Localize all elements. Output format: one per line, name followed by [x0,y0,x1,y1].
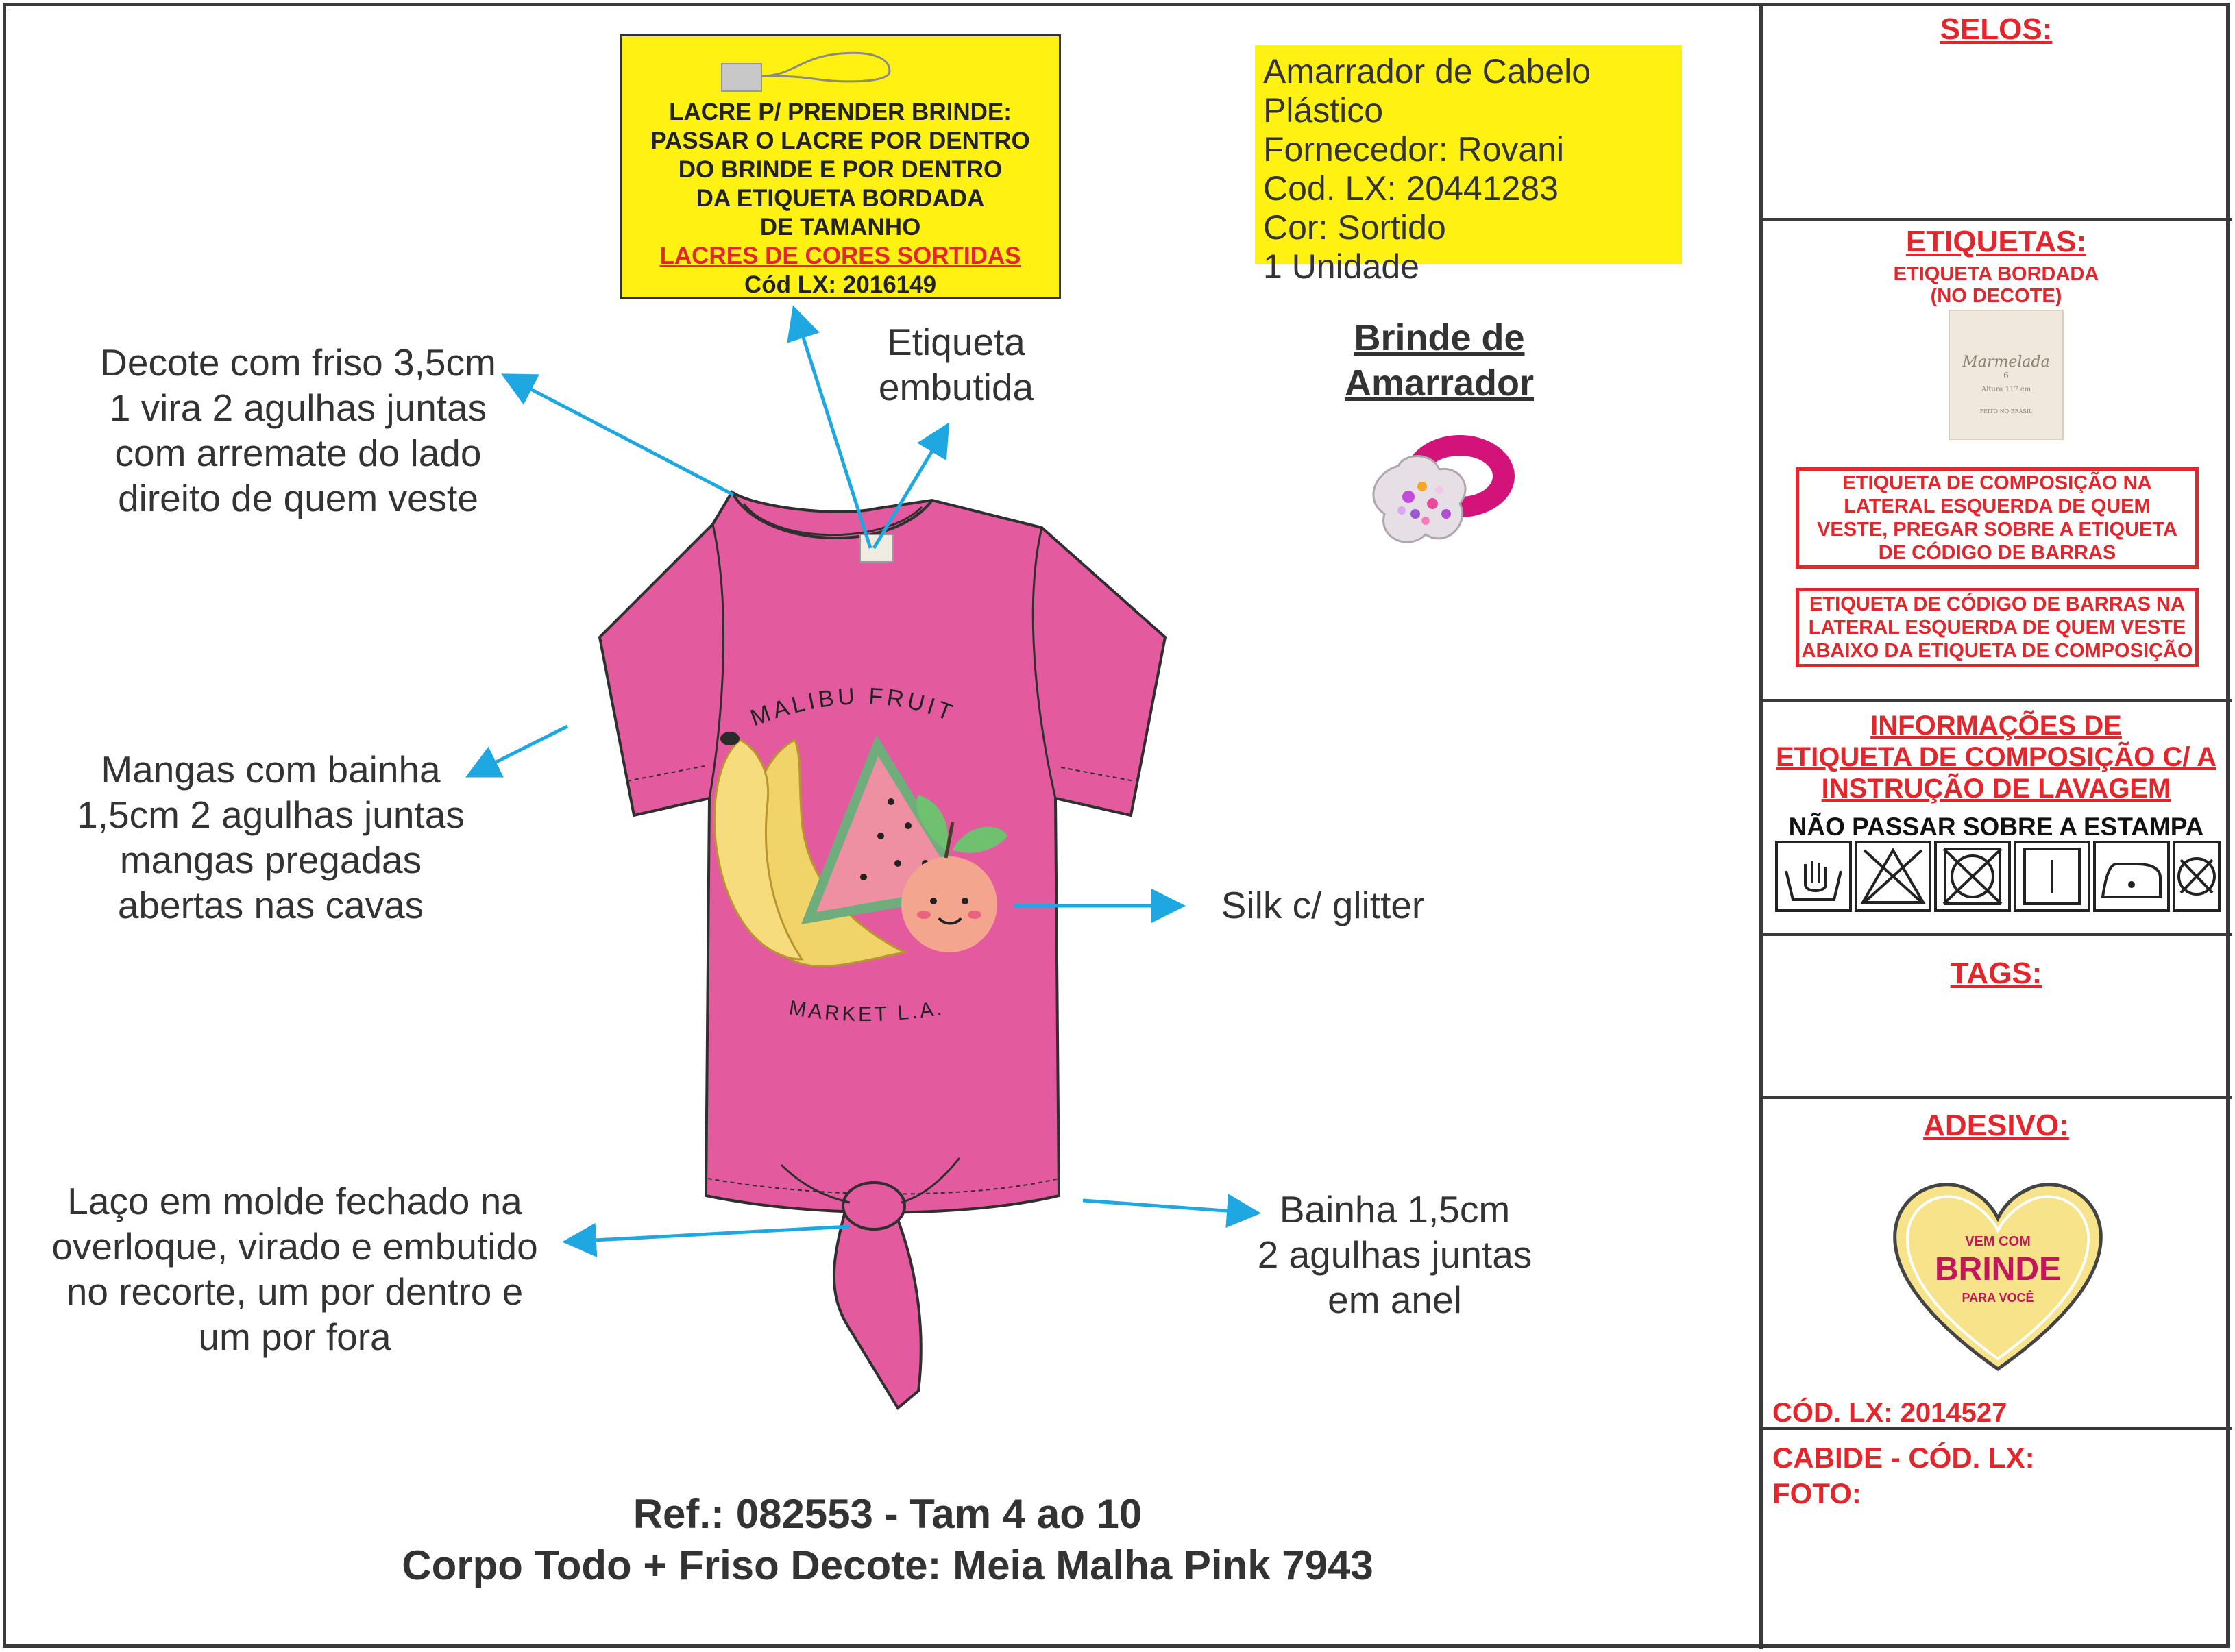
info-title [1763,710,2230,804]
print-bottom-text: MARKET L.A. [787,996,946,1026]
embroidered-label-image [1949,310,2064,440]
lacre-line: PASSAR O LACRE POR DENTRO [650,127,1030,154]
etiqueta-bordada-caption [1763,263,2230,307]
arrow-bainha [1083,1200,1254,1213]
brinde-title-line: Brinde de [1354,317,1525,358]
line-dry-icon [2014,841,2090,912]
note-line: em anel [1328,1279,1462,1321]
box-line: VESTE, PREGAR SOBRE A ETIQUETA [1817,519,2177,541]
note-decote [62,340,535,521]
codigo-barras-note-box [1796,588,2199,667]
sidebar-divider [1759,218,2232,221]
heart-line-3: PARA VOCÊ [1962,1291,2034,1305]
reference-line: Ref.: 082553 - Tam 4 ao 10 [633,1491,1143,1537]
amarrador-line: Amarrador de Cabelo Plástico [1263,52,1591,130]
label-size: 6 [2003,371,2009,380]
iron-low-icon [2093,841,2170,912]
note-line: mangas pregadas [119,839,422,881]
label-brand: Marmelada [1962,354,2050,371]
adesivo-title: ADESIVO: [1923,1109,2069,1142]
tags-title: TAGS: [1950,957,2042,990]
lacre-line: DE TAMANHO [759,214,921,241]
print-top-text: MALIBU FRUIT [746,683,960,732]
box-line: LATERAL ESQUERDA DE QUEM VESTE [1808,617,2186,639]
etiquetas-title: ETIQUETAS: [1905,225,2087,258]
sidebar-divider [1759,933,2232,936]
lacre-line: LACRE P/ PRENDER BRINDE: [669,99,1012,125]
info-title-line: INSTRUÇÃO DE LAVAGEM [1821,774,2171,804]
sidebar-divider [1759,699,2232,702]
selos-title: SELOS: [1940,12,2053,46]
no-tumble-dry-icon [1934,841,2011,912]
note-line: overloque, virado e embutido [51,1225,538,1268]
box-line: DE CÓDIGO DE BARRAS [1878,542,2116,564]
info-title-line: ETIQUETA DE COMPOSIÇÃO C/ A [1776,742,2216,772]
note-line: Bainha 1,5cm [1279,1188,1511,1231]
fabric-line: Corpo Todo + Friso Decote: Meia Malha Pink 7943 [402,1542,1373,1588]
box-line: ABAIXO DA ETIQUETA DE COMPOSIÇÃO [1801,640,2193,662]
caption-line: (NO DECOTE) [1930,285,2062,307]
box-line: ETIQUETA DE COMPOSIÇÃO NA [1842,472,2152,494]
note-laco [27,1179,562,1359]
note-line: Decote com friso 3,5cm [100,341,496,384]
arrow-etiqueta [874,428,946,548]
box-line: LATERAL ESQUERDA DE QUEM [1844,495,2151,517]
foto-text: FOTO: [1772,1477,1861,1509]
lacre-code: Cód LX: 2016149 [744,271,937,298]
arrow-decote [507,377,733,495]
note-line: no recorte, um por dentro e [66,1270,524,1313]
label-country: FEITO NO BRASIL [1979,408,2033,415]
note-line: um por fora [198,1316,391,1358]
amarrador-line: Cor: Sortido [1263,208,1446,247]
box-line: ETIQUETA DE CÓDIGO DE BARRAS NA [1809,593,2185,615]
amarrador-line: 1 Unidade [1263,247,1419,286]
note-line: Etiqueta [887,321,1025,363]
note-line: 1 vira 2 agulhas juntas [109,386,487,429]
note-line: 2 agulhas juntas [1257,1233,1532,1276]
hand-wash-icon [1775,841,1852,912]
lacre-line: DO BRINDE E POR DENTRO [678,156,1003,183]
sidebar-divider [1759,1096,2232,1099]
note-bainha [1234,1187,1556,1322]
note-line: Mangas com bainha [101,748,441,791]
lacre-line: DA ETIQUETA BORDADA [696,185,985,212]
amarrador-line: Fornecedor: Rovani [1263,130,1565,169]
note-line: direito de quem veste [118,477,478,519]
heart-line-2: BRINDE [1934,1251,2062,1287]
note-line: 1,5cm 2 agulhas juntas [77,793,465,836]
amarrador-line: Cod. LX: 20441283 [1263,169,1559,208]
note-line: abertas nas cavas [117,884,424,926]
heart-line-1: VEM COM [1965,1234,2031,1249]
caption-line: ETIQUETA BORDADA [1893,263,2099,285]
note-line: embutida [878,366,1034,408]
note-line: Silk c/ glitter [1221,884,1425,926]
cabide-text: CABIDE - CÓD. LX: [1772,1442,2035,1474]
note-silk [1199,883,1446,928]
note-line: com arremate do lado [114,432,482,474]
note-mangas [41,747,500,928]
composicao-note-box [1796,467,2199,569]
no-bleach-icon [1855,841,1931,912]
brinde-title-line: Amarrador [1344,362,1535,404]
note-etiqueta [843,319,1069,410]
lacre-red-line: LACRES DE CORES SORTIDAS [659,243,1021,269]
heart-sticker [1888,1177,2108,1376]
info-title-line: INFORMAÇÕES DE [1870,711,2122,741]
arrow-laco [569,1226,850,1242]
cod-lx-text: CÓD. LX: 2014527 [1772,1398,2007,1428]
label-height: Altura 117 cm [1981,386,2031,393]
nao-passar-text: NÃO PASSAR SOBRE A ESTAMPA [1788,813,2204,841]
no-dry-clean-icon [2173,841,2221,912]
note-line: Laço em molde fechado na [67,1180,522,1222]
